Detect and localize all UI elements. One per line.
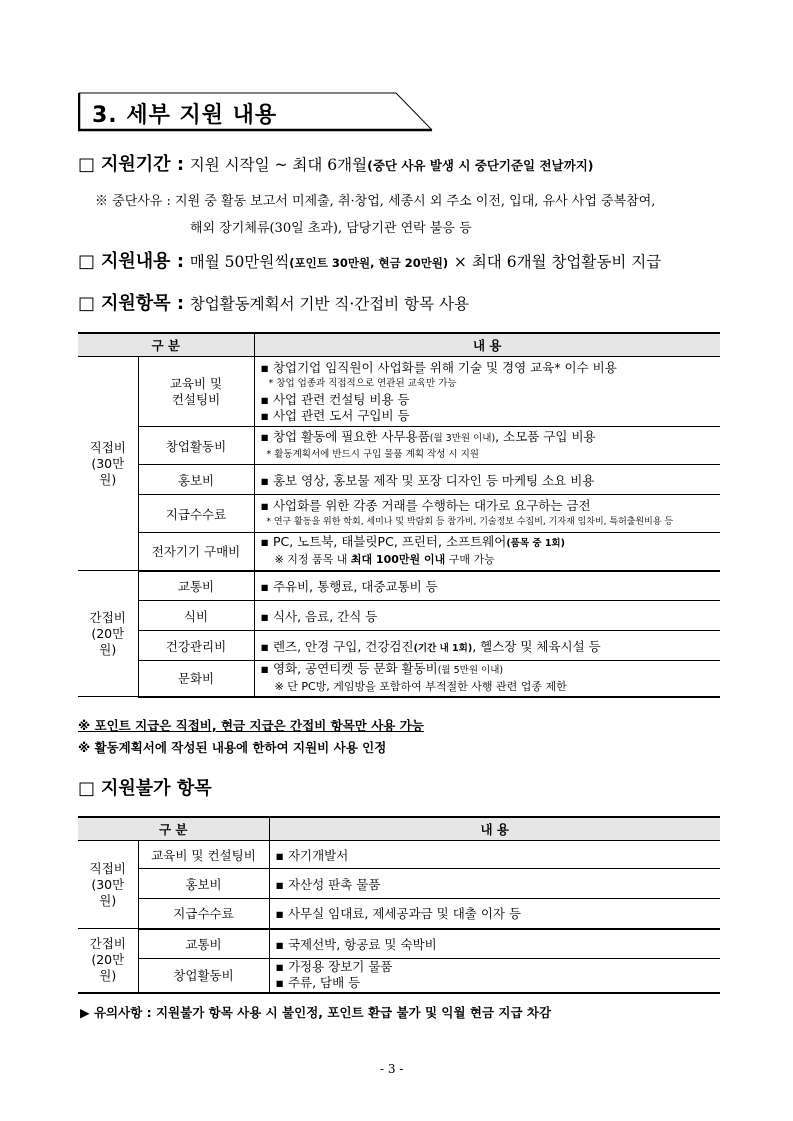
period-text: 지원 시작일 ~ 최대 6개월 [189, 156, 368, 174]
category-content [254, 533, 720, 571]
checkbox-icon: □ [78, 154, 96, 175]
table-head-category: 구 분 [78, 817, 269, 841]
content-line-rest: , 헬스장 및 체육시설 등 [472, 638, 601, 654]
category-content: ▪ 자기개발서 [269, 841, 720, 869]
section-title-text: 3. 세부 지원 내용 [92, 103, 278, 128]
items-heading [78, 289, 469, 315]
indirect-cost-amount: (20만원) [91, 952, 125, 984]
table-row [78, 495, 720, 533]
content-note: (포인트 30만원, 현금 20만원) [289, 256, 449, 270]
content-note: ※ 지정 품목 내 [274, 553, 351, 567]
category-content [269, 959, 720, 993]
category-name: 창업활동비 [138, 959, 269, 993]
excluded-items-table [78, 816, 720, 994]
excluded-label: 지원불가 항목 [101, 778, 212, 799]
category-content: ▪ 사무실 임대료, 제세공과금 및 대출 이자 등 [269, 899, 720, 929]
content-label: 지원내용 : [101, 251, 185, 272]
period-note: (중단 사유 발생 시 중단기준일 전날까지) [367, 158, 594, 173]
content-limit: (월 3만원 이내) [429, 432, 496, 444]
direct-cost-cell [78, 841, 138, 929]
content-text2: × 최대 6개월 창업활동비 지급 [453, 253, 662, 271]
table-row [78, 427, 720, 465]
category-content: ▪ 홍보 영상, 홍보물 제작 및 포장 디자인 등 마케팅 소요 비용 [254, 465, 720, 495]
category-name: 홍보비 [138, 465, 254, 495]
direct-cost-label: 직접비 [89, 439, 126, 455]
table-row [78, 869, 720, 899]
page-number: - 3 - [380, 1062, 404, 1076]
indirect-cost-cell [78, 571, 138, 697]
category-content [254, 661, 720, 697]
content-text: 매월 50만원씩 [189, 253, 290, 271]
table-row [78, 601, 720, 631]
category-name: 교통비 [138, 571, 254, 601]
content-line: ▪ 창업 활동에 필요한 사무용품 [260, 428, 430, 444]
checkbox-icon: □ [78, 293, 96, 314]
category-name: 교육비 및 컨설팅비 [138, 841, 269, 869]
category-name: 전자기기 구매비 [138, 533, 254, 571]
category-content: ▪ 국제선박, 항공료 및 숙박비 [269, 929, 720, 959]
content-line: ▪ 렌즈, 안경 구입, 건강검진 [260, 638, 414, 654]
content-note-rest: 구매 가능 [445, 553, 495, 567]
indirect-cost-cell [78, 929, 138, 993]
category-name: 문화비 [138, 661, 254, 697]
content-line: ▪ 창업기업 임직원이 사업화를 위해 기술 및 경영 교육* 이수 비용 [260, 359, 617, 375]
category-name-line1: 교육비 및 [169, 375, 223, 391]
category-name-line2: 컨설팅비 [171, 391, 221, 407]
support-items-table [78, 332, 720, 698]
content-limit: (품목 중 1회) [506, 538, 565, 550]
content-line-rest: , 소모품 구입 비용 [495, 428, 596, 444]
table-row [78, 357, 720, 427]
items-label: 지원항목 : [101, 293, 185, 314]
stop-reason-line1: ※ 중단사유 : 지원 중 활동 보고서 미제출, 취·창업, 세종시 외 주소 이전, 입대, 유사 사업 중복참여, [95, 194, 656, 209]
section-title [78, 92, 430, 130]
category-content [254, 495, 720, 533]
table-row [78, 465, 720, 495]
category-content [254, 427, 720, 465]
content-line: ▪ 가정용 장보기 물품 [275, 959, 393, 975]
category-content: ▪ 식사, 음료, 간식 등 [254, 601, 720, 631]
checkbox-icon: □ [78, 778, 96, 799]
category-name: 건강관리비 [138, 631, 254, 661]
category-name: 지급수수료 [138, 495, 254, 533]
category-content [254, 631, 720, 661]
content-line: ▪ 사업 관련 컨설팅 비용 등 [260, 391, 410, 407]
content-note: ※ 단 PC방, 게임방을 포함하여 부적절한 사행 관련 업종 제한 [274, 680, 567, 694]
period-line [78, 150, 594, 176]
category-name: 창업활동비 [138, 427, 254, 465]
content-line: ▪ 주류, 담배 등 [275, 975, 361, 991]
table-row [78, 899, 720, 929]
category-content: ▪ 주유비, 통행료, 대중교통비 등 [254, 571, 720, 601]
indirect-cost-amount: (20만원) [91, 625, 125, 657]
checkbox-icon: □ [78, 251, 96, 272]
content-line: ▪ 사업 관련 도서 구입비 등 [260, 407, 410, 423]
table-row [78, 959, 720, 993]
content-footnote: * 활동계획서에 반드시 구입 물품 계획 작성 시 지원 [266, 448, 479, 460]
stop-reason-line2: 해외 장기체류(30일 초과), 담당기관 연락 불응 등 [190, 221, 472, 236]
table-head-category: 구 분 [78, 333, 254, 357]
indirect-cost-label: 간접비 [89, 609, 126, 625]
direct-cost-amount: (30만원) [91, 455, 125, 487]
note-plan-only: ※ 활동계획서에 작성된 내용에 한하여 지원비 사용 인정 [78, 740, 387, 755]
table-row [78, 661, 720, 697]
direct-cost-amount: (30만원) [91, 876, 125, 908]
category-name: 교통비 [138, 929, 269, 959]
category-name: 식비 [138, 601, 254, 631]
category-name [138, 357, 254, 427]
caution-note: ▶ 유의사항 : 지원불가 항목 사용 시 불인정, 포인트 환급 불가 및 익월 현금 지급 차감 [80, 1005, 552, 1020]
category-content: ▪ 자산성 판촉 물품 [269, 869, 720, 899]
table-row [78, 631, 720, 661]
table-head-content: 내 용 [254, 333, 720, 357]
content-line: ▪ 영화, 공연티켓 등 문화 활동비 [260, 661, 438, 677]
category-content [254, 357, 720, 427]
indirect-cost-label: 간접비 [89, 936, 126, 952]
direct-cost-cell [78, 357, 138, 571]
content-limit: (월 5만원 이내) [437, 665, 504, 677]
table-row [78, 571, 720, 601]
content-line: ▪ 사업화를 위한 각종 거래를 수행하는 대가로 요구하는 금전 [260, 497, 591, 513]
content-footnote: * 연구 활동을 위한 학회, 세미나 및 박람회 등 참가비, 기술정보 수집비, 기자재 임차비, 특허출원비용 등 [266, 516, 674, 527]
content-footnote: * 창업 업종과 직접적으로 연관된 교육만 가능 [268, 377, 457, 389]
note-point-cash: ※ 포인트 지급은 직접비, 현금 지급은 간접비 항목만 사용 가능 [78, 718, 424, 733]
content-limit: (기간 내 1회) [413, 642, 473, 654]
table-row [78, 841, 720, 869]
category-name: 지급수수료 [138, 899, 269, 929]
content-note-bold: 최대 100만원 이내 [350, 553, 446, 567]
table-head-content: 내 용 [269, 817, 720, 841]
content-line: ▪ PC, 노트북, 태블릿PC, 프린터, 소프트웨어 [260, 534, 507, 550]
period-label: 지원기간 : [101, 154, 185, 175]
direct-cost-label: 직접비 [89, 860, 126, 876]
category-name: 홍보비 [138, 869, 269, 899]
table-row [78, 929, 720, 959]
excluded-heading [78, 774, 212, 800]
content-line [78, 247, 661, 273]
table-row [78, 533, 720, 571]
items-text: 창업활동계획서 기반 직·간접비 항목 사용 [189, 295, 469, 313]
